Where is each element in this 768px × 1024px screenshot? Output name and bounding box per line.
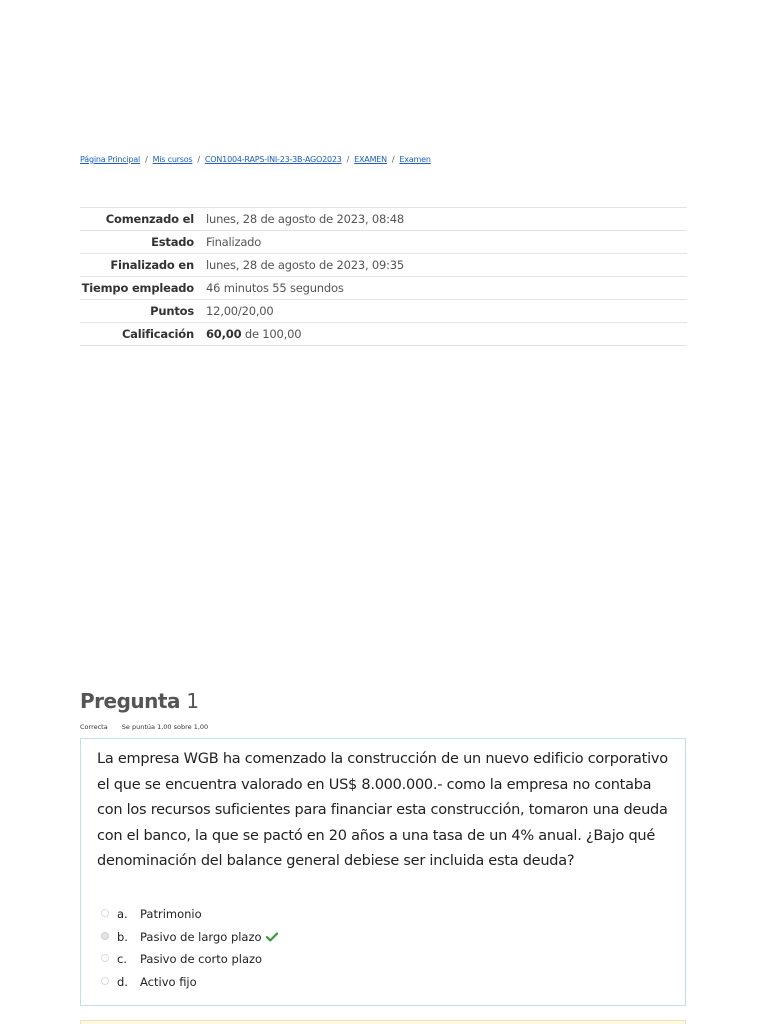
breadcrumb-separator: / (145, 155, 148, 164)
breadcrumb-separator: / (346, 155, 350, 164)
grade-value: 60,00 (206, 327, 242, 341)
answer-text: Pasivo de largo plazo (140, 929, 262, 944)
summary-value: 12,00/20,00 (206, 304, 274, 318)
grade-max: de 100,00 (241, 327, 302, 341)
summary-value: 46 minutos 55 segundos (206, 281, 344, 295)
summary-label: Finalizado en (110, 258, 194, 272)
question-info (80, 723, 208, 731)
summary-row-finished (80, 254, 687, 277)
question-number: 1 (186, 689, 199, 713)
summary-label: Calificación (121, 327, 194, 341)
breadcrumb-home-link[interactable]: Página Principal (80, 155, 141, 164)
breadcrumb (80, 155, 431, 164)
question-title-word: Pregunta (80, 689, 180, 713)
question-content-box (80, 738, 686, 1006)
summary-row-marks (80, 300, 687, 323)
question-title (80, 689, 199, 713)
breadcrumb-separator: / (197, 155, 200, 164)
radio-button (101, 909, 109, 917)
answer-text: Patrimonio (140, 907, 202, 921)
answer-text: Pasivo de corto plazo (140, 952, 263, 967)
radio-button-selected (101, 932, 109, 940)
answer-letter: a. (117, 907, 128, 921)
summary-value: Finalizado (206, 235, 262, 249)
summary-label: Tiempo empleado (81, 281, 194, 295)
answer-letter: d. (117, 975, 128, 990)
summary-row-started (80, 208, 687, 231)
summary-label: Comenzado el (105, 212, 194, 226)
breadcrumb-exam-link[interactable]: Examen (399, 155, 431, 164)
question-grade: Se puntúa 1,00 sobre 1,00 (121, 723, 209, 731)
answer-text-wrap (140, 926, 278, 950)
summary-value: lunes, 28 de agosto de 2023, 09:35 (206, 258, 404, 272)
breadcrumb-exam-section-link[interactable]: EXAMEN (354, 155, 387, 164)
attempt-summary-table (80, 207, 687, 346)
question-state: Correcta (80, 723, 108, 731)
answer-letter: c. (117, 952, 127, 967)
breadcrumb-course-link[interactable]: CON1004-RAPS-INI-23-3B-AGO2023 (204, 155, 342, 164)
summary-row-time-taken (80, 277, 687, 300)
summary-value: lunes, 28 de agosto de 2023, 08:48 (206, 212, 404, 226)
breadcrumb-separator: / (391, 155, 395, 164)
answer-letter: b. (117, 929, 128, 944)
check-icon (266, 927, 278, 950)
summary-row-state (80, 231, 687, 254)
summary-row-grade (80, 323, 687, 346)
summary-value (206, 323, 687, 346)
feedback-box (80, 1020, 686, 1024)
summary-label: Puntos (150, 304, 194, 318)
breadcrumb-my-courses-link[interactable]: Mis cursos (152, 155, 193, 164)
radio-button (101, 954, 109, 962)
summary-label: Estado (151, 235, 194, 249)
radio-button (101, 977, 109, 985)
answer-text: Activo fijo (140, 975, 197, 990)
question-text: La empresa WGB ha comenzado la construcción de un nuevo edificio corporativo el que se encuentra valorado en US$ 8.000.000.- como la empresa no contaba con los recursos suficientes para financiar esta construcción, tomaron una deuda con el banco, la que se pactó en 20 años a una tasa de un 4% anual. ¿Bajo qué denominación del balance general debiese ser incluida esta deuda? (97, 751, 668, 869)
